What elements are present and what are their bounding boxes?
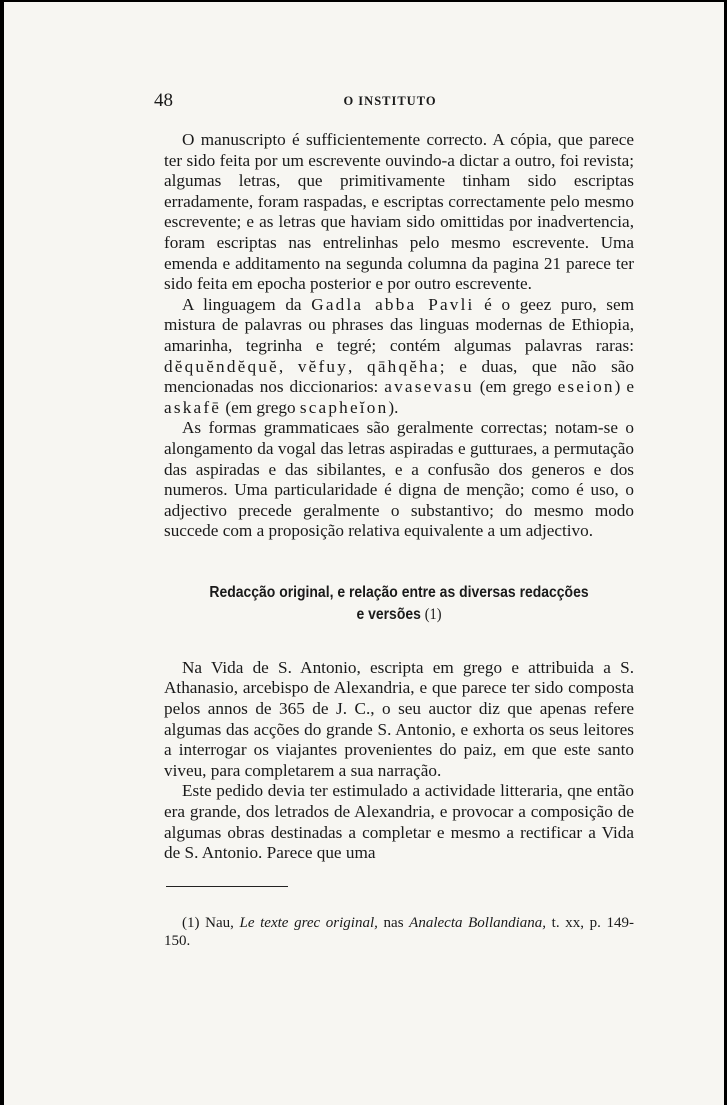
footnote-divider [166, 886, 288, 887]
rare-word: qāhqĕha [367, 356, 440, 376]
greek-word: scapheĭon [299, 397, 389, 417]
text-fragment: (em grego [473, 377, 558, 397]
section-heading-text: e versões [356, 605, 421, 623]
text-fragment: A linguagem da [182, 294, 312, 314]
text-fragment: ) e [614, 377, 634, 397]
work-title: Gadla abba Pavli [311, 294, 475, 314]
paragraph-grammar: As formas grammaticaes são geralmente correctas; notam-se o alongamento da vogal das letras aspiradas e gutturaes, a permutação das aspiradas e das sibilantes, e a confusão dos generos e dos numeros. Uma particularidade é digna de menção; como é uso, o adjectivo precede geralmente o substantivo; do mesmo modo succede com a proposição relativa equivalente a um adjectivo. [164, 418, 634, 541]
text-fragment: ; e duas, que não são mencionadas nos diccionarios: [164, 356, 635, 397]
text-fragment: , [278, 356, 298, 376]
text-fragment: , [348, 356, 368, 376]
paragraph-manuscript: O manuscripto é sufficientemente correcto. A cópia, que parece ter sido feita por um escrevente ouvindo-a dictar a outro, foi revista; algumas letras, que primitivamente tinham sido escriptas erradamente, foram raspadas, e escriptas correctamente pelo mesmo escrevente; e as letras que haviam sido omittidas por inadvertencia, foram escriptas nas entrelinhas pelo mesmo escrevente. Uma emenda e additamento na segunda columna da pagina 21 parece ter sido feita em epocha posterior e por outro escrevente. [164, 130, 634, 294]
book-page [4, 2, 724, 1105]
footnote-marker: (1) Nau, [182, 915, 240, 931]
section-heading-line2 [188, 604, 611, 626]
text-fragment: (em grego [221, 397, 300, 417]
section-heading-line1: Redacção original, e relação entre as diversas redacções [209, 583, 589, 601]
footnote-title: Le texte grec original, [239, 915, 378, 931]
rare-word: dĕquĕndĕquĕ [164, 356, 279, 376]
section-heading [188, 582, 611, 626]
footnote [164, 914, 634, 950]
rare-word: avasevasu [384, 377, 474, 397]
section-original-redaction [164, 658, 634, 864]
footnote-reference: (1) [424, 605, 442, 623]
footnote-text: nas [377, 915, 410, 931]
footnote-journal: Analecta Bollandiana, [409, 915, 547, 931]
greek-word: eseion [557, 377, 615, 397]
paragraph-life-antonio: Na Vida de S. Antonio, escripta em grego e attribuida a S. Athanasio, arcebispo de Alexandria, e que parece ter sido composta pelos annos de 365 de J. C., o seu auctor diz que apenas refere algumas das acções do grande S. Antonio, e exhorta os seus leitores a interrogar os viajantes provenientes do paiz, em que este santo viveu, para completarem a sua narração. [164, 657, 634, 780]
rare-word: vĕfuy [297, 356, 349, 376]
page-number: 48 [154, 90, 173, 111]
page-body [164, 130, 634, 864]
paragraph-request: Este pedido devia ter estimulado a actividade litteraria, qne então era grande, dos letrados de Alexandria, e provocar a composição de algumas obras destinadas a completar e mesmo a rectificar a Vida de S. Antonio. Parece que uma [164, 781, 634, 863]
page-header [154, 90, 626, 114]
text-fragment: é o geez puro, sem mistura de palavras ou phrases das linguas modernas de Ethiopia, amarinha, tegrinha e tegré; contém algumas palavras raras: [164, 294, 634, 355]
rare-word: askafē [164, 397, 222, 417]
running-title: O INSTITUTO [343, 94, 437, 108]
paragraph-language [164, 295, 634, 419]
text-fragment: ). [388, 397, 399, 417]
footnote-text: t. xx, p. 149-150. [164, 915, 634, 949]
